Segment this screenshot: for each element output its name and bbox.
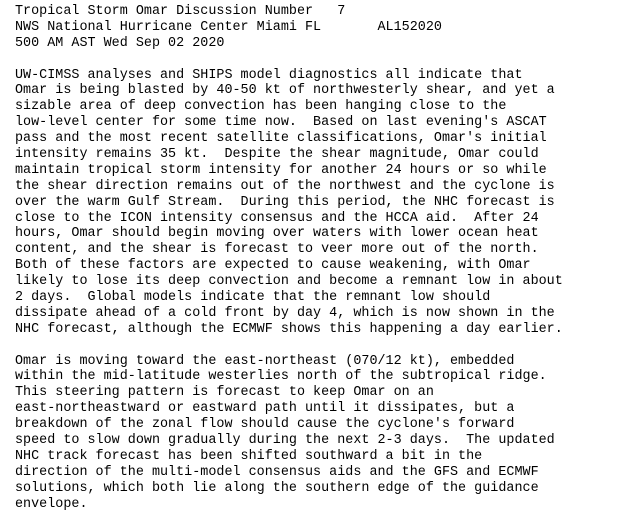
text-line: solutions, which both lie along the southern edge of the guidance [15,480,539,496]
text-line: intensity remains 35 kt. Despite the shear magnitude, Omar could [15,147,539,163]
text-line: hours, Omar should begin moving over waters with lower ocean heat [15,226,539,242]
paragraph-gap [15,52,627,68]
text-line: Both of these factors are expected to cause weakening, with Omar [15,258,531,274]
text-line: breakdown of the zonal flow should cause the cyclone's forward [15,417,515,433]
text-line: Omar is moving toward the east-northeast (070/12 kt), embedded [15,353,515,369]
text-line: content, and the shear is forecast to veer more out of the north. [15,242,539,258]
text-line: close to the ICON intensity consensus and the HCCA aid. After 24 [15,210,539,226]
text-line: pass and the most recent satellite classifications, Omar's initial [15,131,547,147]
text-line: 2 days. Global models indicate that the remnant low should [15,290,491,306]
discussion-title: Tropical Storm Omar Discussion Number 7 [15,4,346,19]
text-line: envelope. [15,496,88,512]
text-line: direction of the multi-model consensus aids and the GFS and ECMWF [15,464,539,480]
discussion-document [15,4,627,513]
text-line: likely to lose its deep convection and become a remnant low in about [15,274,563,290]
text-line: sizable area of deep convection has been hanging close to the [15,99,507,115]
text-line: NHC forecast, although the ECMWF shows this happening a day earlier. [15,321,563,337]
text-line: dissipate ahead of a cold front by day 4, which is now shown in the [15,305,555,321]
paragraph-gap [15,338,627,354]
text-line: speed to slow down gradually during the next 2-3 days. The updated [15,433,555,449]
text-line: maintain tropical storm intensity for another 24 hours or so while [15,162,547,178]
text-line: This steering pattern is forecast to keep Omar on an [15,385,434,401]
text-line: east-northeastward or eastward path until it dissipates, but a [15,401,515,417]
paragraph-intensity [15,68,627,338]
header-block [15,4,627,52]
issue-timestamp: 500 AM AST Wed Sep 02 2020 [15,35,225,51]
issuing-office: NWS National Hurricane Center Miami FL AL152020 [15,19,442,35]
text-line: UW-CIMSS analyses and SHIPS model diagnostics all indicate that [15,67,523,83]
text-line: Omar is being blasted by 40-50 kt of northwesterly shear, and yet a [15,83,555,99]
text-line: over the warm Gulf Stream. During this period, the NHC forecast is [15,194,555,210]
text-line: within the mid-latitude westerlies north of the subtropical ridge. [15,369,547,385]
text-line: the shear direction remains out of the northwest and the cyclone is [15,178,555,194]
text-line: low-level center for some time now. Based on last evening's ASCAT [15,115,547,131]
text-line: NHC track forecast has been shifted southward a bit in the [15,448,483,464]
paragraph-track [15,354,627,513]
